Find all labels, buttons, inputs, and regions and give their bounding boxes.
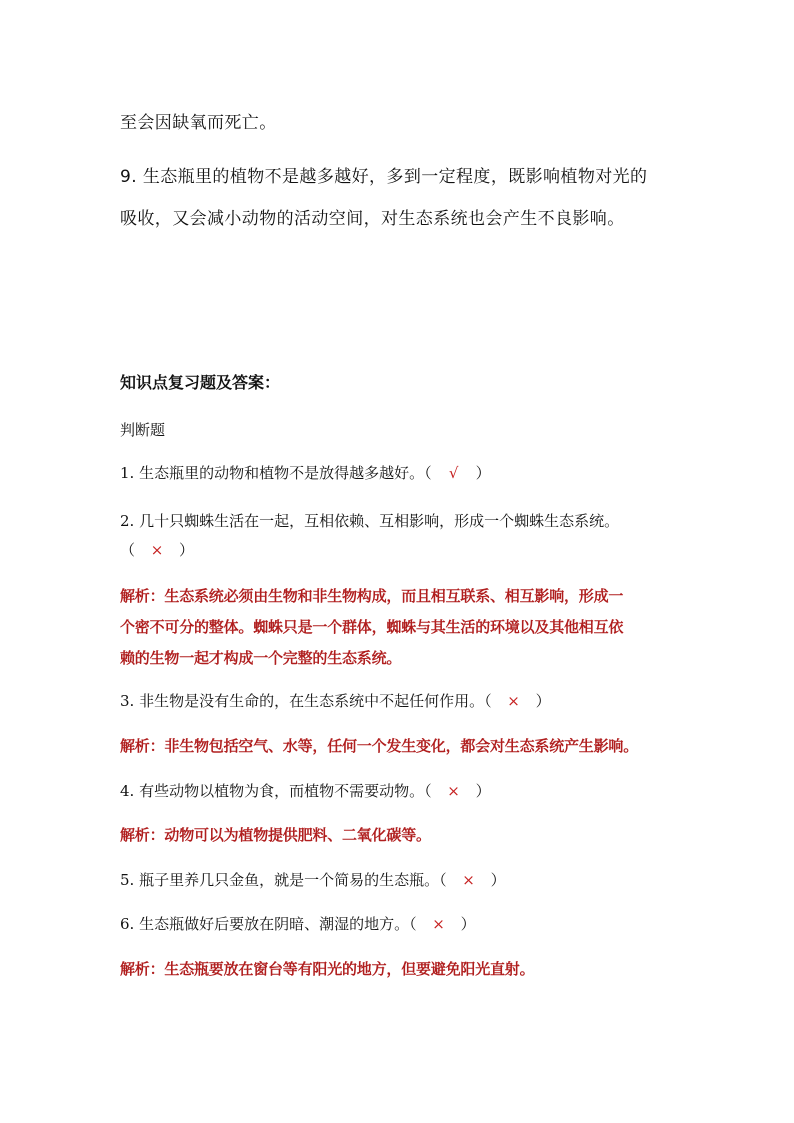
section-title: 知识点复习题及答案：	[120, 373, 281, 392]
question-3	[120, 690, 551, 711]
question-1	[120, 462, 491, 483]
question-text: 4. 有些动物以植物为食，而植物不需要动物。（	[120, 782, 432, 800]
answer-cross-mark: ×	[432, 915, 445, 933]
explanation-6: 解析：生态瓶要放在窗台等有阳光的地方，但要避免阳光直射。	[120, 960, 535, 978]
explanation-2-line-3: 赖的生物一起才构成一个完整的生态系统。	[120, 649, 402, 667]
explanation-2-line-2: 个密不可分的整体。蜘蛛只是一个群体，蜘蛛与其生活的环境以及其他相互依	[120, 618, 624, 636]
answer-cross-mark: ×	[507, 692, 520, 710]
explanation-3: 解析：非生物包括空气、水等，任何一个发生变化，都会对生态系统产生影响。	[120, 737, 639, 755]
intro-text-line: 至会因缺氧而死亡。	[120, 113, 277, 133]
closing-paren: ）	[490, 871, 506, 889]
closing-paren: ）	[535, 692, 551, 710]
question-2-answer	[120, 539, 194, 560]
section-subtitle: 判断题	[120, 421, 166, 439]
closing-paren: ）	[475, 464, 491, 482]
question-text: 1. 生态瓶里的动物和植物不是放得越多越好。（	[120, 464, 432, 482]
answer-cross-mark: ×	[150, 541, 164, 559]
item-9-line-1: 9. 生态瓶里的植物不是越多越好，多到一定程度，既影响植物对光的	[120, 167, 648, 187]
answer-cross-mark: ×	[462, 871, 475, 889]
question-2: 2. 几十只蜘蛛生活在一起，互相依赖、互相影响，形成一个蜘蛛生态系统。	[120, 512, 620, 530]
explanation-2-line-1: 解析：生态系统必须由生物和非生物构成，而且相互联系、相互影响，形成一	[120, 587, 624, 605]
question-6	[120, 913, 476, 934]
closing-paren: ）	[460, 915, 476, 933]
closing-paren: ）	[475, 782, 491, 800]
question-text: 3. 非生物是没有生命的，在生态系统中不起任何作用。（	[120, 692, 492, 710]
question-4	[120, 780, 491, 801]
closing-paren: ）	[179, 541, 195, 559]
opening-paren: （	[120, 541, 136, 559]
question-text: 5. 瓶子里养几只金鱼，就是一个简易的生态瓶。（	[120, 871, 447, 889]
explanation-4: 解析：动物可以为植物提供肥料、二氧化碳等。	[120, 826, 431, 844]
question-text: 6. 生态瓶做好后要放在阴暗、潮湿的地方。（	[120, 915, 417, 933]
answer-cross-mark: ×	[447, 782, 460, 800]
answer-check-mark: √	[448, 464, 459, 482]
item-9-line-2: 吸收，又会减小动物的活动空间，对生态系统也会产生不良影响。	[120, 209, 625, 229]
question-5	[120, 869, 506, 890]
